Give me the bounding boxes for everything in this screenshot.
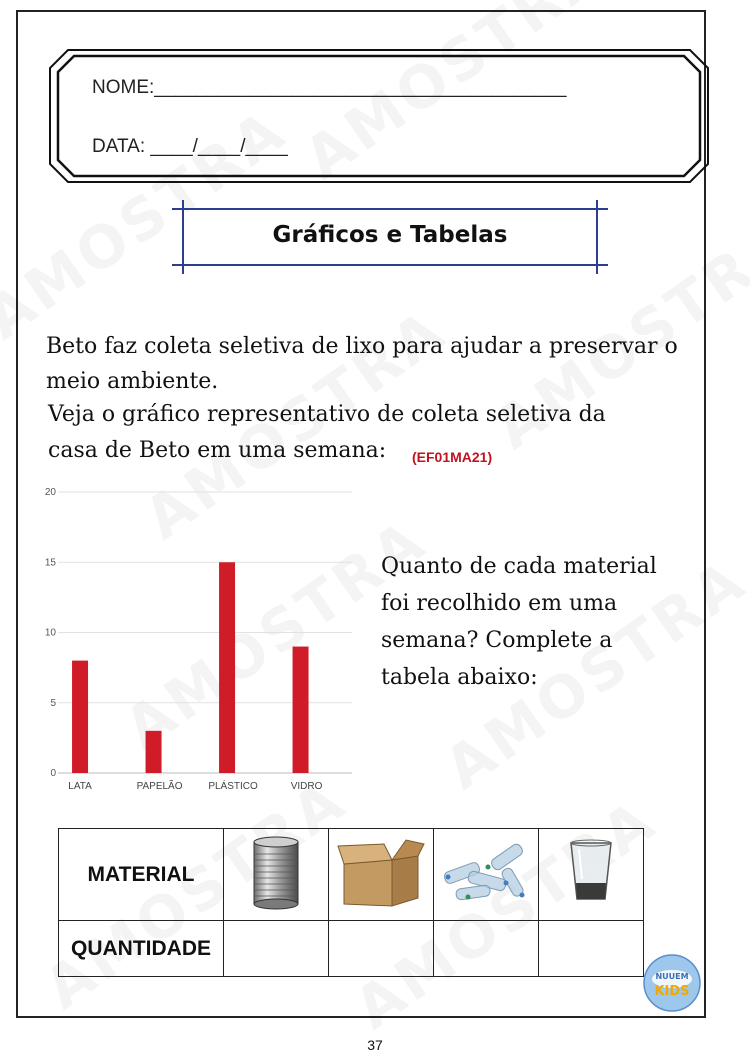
- material-cell-box: [329, 829, 434, 921]
- date-field[interactable]: DATA: ____/____/____: [92, 136, 288, 157]
- skill-code: (EF01MA21): [412, 449, 493, 465]
- question-line-1: Quanto de cada material: [381, 554, 657, 579]
- bar-lata: [72, 661, 88, 773]
- page-title: Gráficos e Tabelas: [272, 222, 508, 248]
- question-line-2: foi recolhido em uma: [381, 591, 618, 616]
- intro-line-1: Beto faz coleta seletiva de lixo para ajudar a preservar o: [46, 334, 678, 359]
- question-text: [381, 548, 701, 696]
- bottles-icon: [438, 837, 534, 907]
- material-cell-can: [224, 829, 329, 921]
- material-row: [59, 829, 644, 921]
- logo-line-2: KIDS: [654, 984, 690, 999]
- quantity-cell-can[interactable]: [224, 921, 329, 977]
- bar-papelão: [146, 731, 162, 773]
- header-box-border: [46, 46, 712, 186]
- name-field[interactable]: NOME:_______________________________________: [92, 77, 567, 98]
- box-icon: [336, 834, 426, 910]
- bar-vidro: [293, 647, 309, 773]
- intro-line-2: meio ambiente.: [46, 369, 219, 394]
- y-tick-label: 0: [50, 768, 56, 779]
- x-tick-label: PLÁSTICO: [208, 781, 258, 792]
- y-tick-label: 10: [44, 627, 56, 639]
- logo-line-1: NUUEM: [655, 972, 689, 981]
- nuuem-kids-logo: [642, 953, 702, 1013]
- quantity-cell-bottles[interactable]: [434, 921, 539, 977]
- material-label-cell: [59, 829, 224, 921]
- quantity-cell-glass[interactable]: [539, 921, 644, 977]
- question-line-3: semana? Complete a: [381, 628, 613, 653]
- glass-icon: [563, 837, 619, 907]
- x-tick-label: LATA: [68, 781, 92, 792]
- y-tick-label: 5: [50, 697, 56, 709]
- intro-line-3: Veja o gráfico representativo de coleta seletiva da: [48, 402, 606, 427]
- x-tick-label: VIDRO: [290, 781, 323, 792]
- intro-line-4: casa de Beto em uma semana:: [48, 438, 387, 463]
- y-tick-label: 15: [44, 557, 56, 569]
- quantity-label-cell: [59, 921, 224, 977]
- x-tick-label: PAPELÃO: [136, 781, 183, 792]
- quantity-row: [59, 921, 644, 977]
- material-label: MATERIAL: [87, 862, 195, 886]
- material-cell-bottles: [434, 829, 539, 921]
- can-icon: [246, 834, 306, 910]
- y-tick-label: 20: [44, 487, 56, 498]
- quantity-label: QUANTIDADE: [71, 936, 211, 960]
- bar-chart: [30, 480, 360, 800]
- material-cell-glass: [539, 829, 644, 921]
- page-number: 37: [367, 1037, 383, 1053]
- question-line-4: tabela abaixo:: [381, 665, 538, 690]
- bar-plástico: [219, 562, 235, 773]
- header-box: [46, 46, 712, 186]
- title-box: [183, 209, 597, 265]
- materials-table: [58, 828, 644, 977]
- quantity-cell-box[interactable]: [329, 921, 434, 977]
